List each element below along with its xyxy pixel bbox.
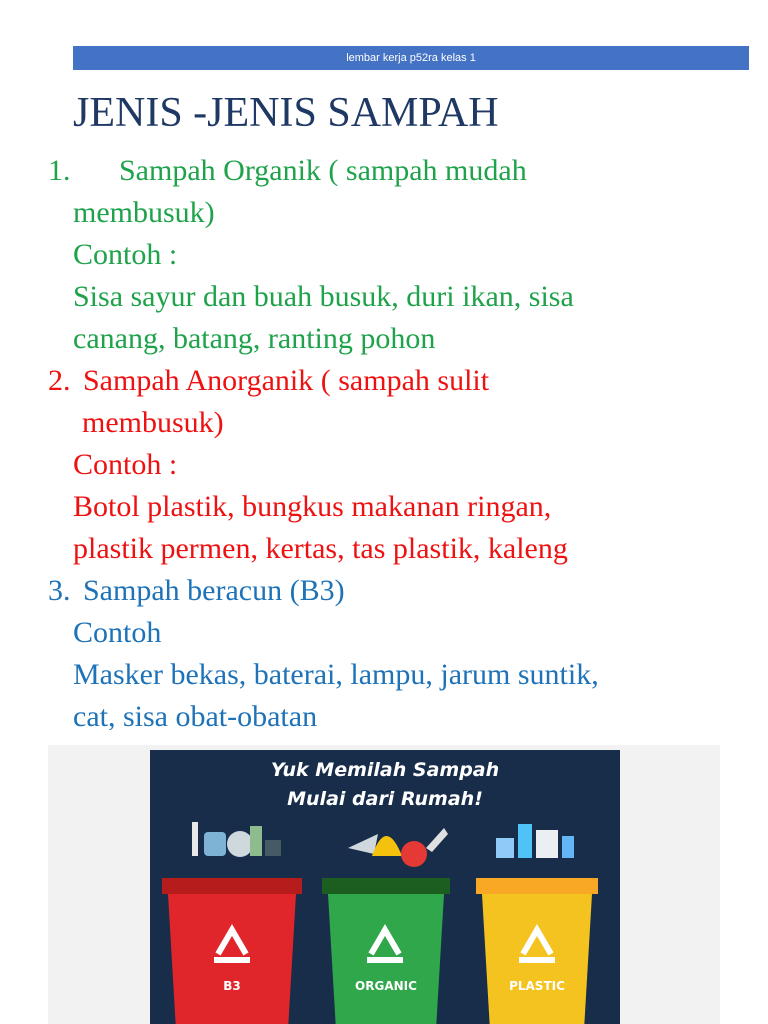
lamp-icon [192, 822, 198, 856]
battery-icon [265, 840, 281, 856]
poster-frame [48, 745, 720, 1024]
item-1-title: Sampah Organik ( sampah mudah [119, 154, 527, 187]
item-1-title-cont: membusuk) [73, 196, 215, 229]
item-1-number: 1. [48, 154, 71, 187]
item-1-example-line-2: canang, batang, ranting pohon [73, 322, 436, 355]
page-title: JENIS -JENIS SAMPAH [73, 90, 499, 136]
bin-label-plastic: PLASTIC [509, 979, 565, 993]
item-3-example-line-1: Masker bekas, baterai, lampu, jarum suntik, [73, 658, 599, 691]
item-2-title: Sampah Anorganik ( sampah sulit [83, 364, 490, 397]
bone-icon [426, 828, 448, 852]
plastic-bottle-icon [518, 824, 532, 858]
bin-b3 [162, 822, 302, 1024]
bulb-icon [227, 831, 253, 857]
waste-sorting-poster [150, 750, 620, 1024]
bin-plastic [476, 824, 598, 1024]
bin-organic [322, 828, 450, 1024]
bin-label-organic: ORGANIC [355, 979, 417, 993]
item-2-heading [48, 360, 738, 402]
header-text: lembar kerja p52ra kelas 1 [346, 52, 476, 64]
item-2-example-label: Contoh : [73, 448, 178, 481]
item-2-title-cont: membusuk) [82, 406, 224, 439]
bottle-icon [250, 826, 262, 856]
item-1-example-label: Contoh : [73, 238, 178, 271]
item-3-number: 3. [48, 574, 71, 607]
cup-icon [496, 838, 514, 858]
bin-organic-lid [322, 878, 450, 894]
item-3-title: Sampah beracun (B3) [83, 574, 345, 607]
container-icon [536, 830, 558, 858]
bin-b3-lid [162, 878, 302, 894]
waste-types-list [48, 150, 738, 730]
fish-bone-icon [348, 834, 378, 854]
item-1-example-line-1: Sisa sayur dan buah busuk, duri ikan, sisa [73, 280, 574, 313]
bin-plastic-lid [476, 878, 598, 894]
item-2-example-line-2: plastik permen, kertas, tas plastik, kaleng [73, 532, 568, 565]
poster-title-line-1: Yuk Memilah Sampah [270, 759, 500, 781]
item-2-example-line-1: Botol plastik, bungkus makanan ringan, [73, 490, 552, 523]
header-bar [73, 46, 749, 70]
item-3-example-label: Contoh [73, 616, 162, 649]
small-bottle-icon [562, 836, 574, 858]
watermelon-icon [401, 841, 427, 867]
item-3-heading [48, 570, 738, 612]
poster-title-line-2: Mulai dari Rumah! [287, 788, 483, 810]
item-1-heading [48, 150, 738, 192]
bin-label-b3: B3 [223, 979, 241, 993]
jar-icon [204, 832, 226, 856]
item-2-number: 2. [48, 364, 71, 397]
item-3-example-line-2: cat, sisa obat-obatan [73, 700, 318, 730]
